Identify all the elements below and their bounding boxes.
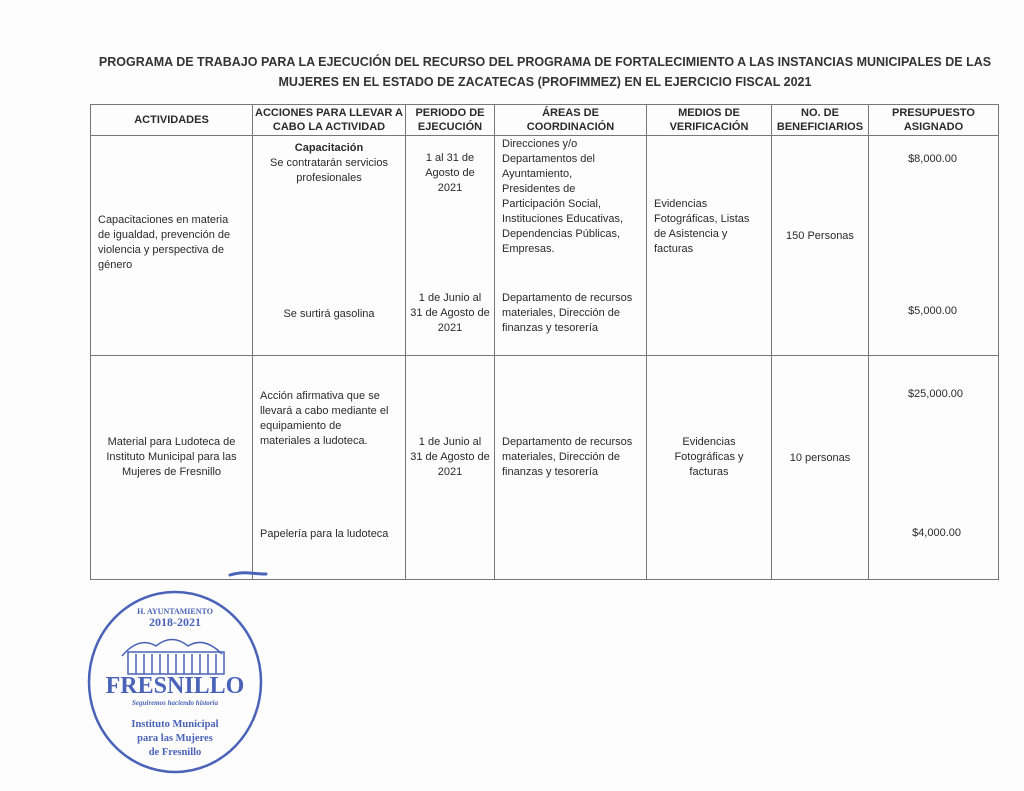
- row1-areas: Direcciones y/o Departamentos del Ayuntamiento, Presidentes de Participación Social, Instituciones Educativas, Dependencias Públicas, Empresas. Departamento de recursos materiales, Dirección de finanzas y tesorería: [495, 136, 647, 356]
- row1-actividad: Capacitaciones en materia de igualdad, prevención de violencia y perspectiva de género: [91, 136, 253, 356]
- header-medios: MEDIOS DE VERIFICACIÓN: [647, 105, 772, 136]
- header-acciones: ACCIONES PARA LLEVAR A CABO LA ACTIVIDAD: [253, 105, 406, 136]
- budget-amount: $25,000.00: [907, 388, 963, 400]
- row1-presupuesto: [869, 136, 999, 356]
- row2-beneficiarios: 10 personas: [772, 356, 869, 580]
- header-areas: ÁREAS DE COORDINACIÓN: [495, 105, 647, 136]
- stamp-line1: Instituto Municipal: [131, 719, 219, 730]
- budget-amount: $8,000.00: [908, 153, 957, 165]
- stamp-line2: para las Mujeres: [137, 733, 213, 744]
- header-beneficiarios: NO. DE BENEFICIARIOS: [772, 105, 869, 136]
- row1-acciones: Capacitación Se contratarán servicios profesionales Se surtirá gasolina: [253, 136, 406, 356]
- budget-amount: $4,000.00: [912, 527, 961, 539]
- document-title: [80, 52, 1010, 92]
- row2-presupuesto: [869, 356, 999, 580]
- row2-acciones: Acción afirmativa que se llevará a cabo mediante el equipamiento de materiales a ludoteca. Papelería para la ludoteca: [253, 356, 406, 580]
- row1-periodo: 1 al 31 de Agosto de 2021 1 de Junio al 31 de Agosto de 2021: [406, 136, 495, 356]
- row2-periodo: 1 de Junio al 31 de Agosto de 2021: [406, 356, 495, 580]
- title-line-1: PROGRAMA DE TRABAJO PARA LA EJECUCIÓN DEL RECURSO DEL PROGRAMA DE FORTALECIMIENTO A LAS INSTANCIAS MUNICIPALES DE LAS: [98, 55, 992, 69]
- building-icon: [122, 640, 224, 675]
- pen-mark: [228, 570, 268, 578]
- row2-medios: Evidencias Fotográficas y facturas: [647, 356, 772, 580]
- row1-beneficiarios: 150 Personas: [772, 136, 869, 356]
- title-line-2: MUJERES EN EL ESTADO DE ZACATECAS (PROFIMMEZ) EN EL EJERCICIO FISCAL 2021: [278, 75, 812, 89]
- header-periodo: PERIODO DE EJECUCIÓN: [406, 105, 495, 136]
- work-program-table: [90, 104, 999, 580]
- stamp-top-text: H. AYUNTAMIENTO: [137, 607, 213, 616]
- row2-areas: Departamento de recursos materiales, Dirección de finanzas y tesorería: [495, 356, 647, 580]
- header-presupuesto: PRESUPUESTO ASIGNADO: [869, 105, 999, 136]
- budget-amount: $5,000.00: [908, 305, 957, 317]
- table-row: [91, 356, 999, 580]
- stamp-slogan: Seguiremos haciendo historia: [132, 699, 218, 707]
- header-row: [91, 105, 999, 136]
- stamp-line3: de Fresnillo: [148, 747, 202, 758]
- table-row: [91, 136, 999, 356]
- accion-gasolina: Se surtirá gasolina: [283, 308, 375, 320]
- stamp-years: 2018-2021: [149, 615, 201, 629]
- accion-heading: Capacitación: [294, 142, 364, 154]
- stamp-city: FRESNILLO: [105, 673, 245, 699]
- header-actividades: ACTIVIDADES: [91, 105, 253, 136]
- municipal-stamp: [84, 588, 266, 776]
- row1-medios: Evidencias Fotográficas, Listas de Asistencia y facturas: [647, 136, 772, 356]
- row2-actividad: Material para Ludoteca de Instituto Municipal para las Mujeres de Fresnillo: [91, 356, 253, 580]
